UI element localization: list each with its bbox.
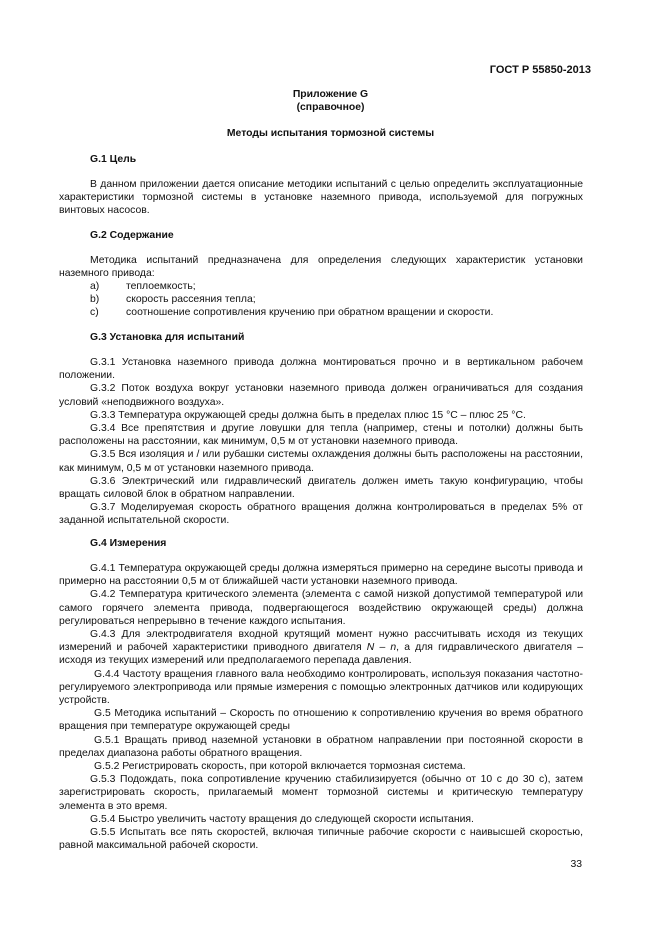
list-item [90,306,493,319]
text-run: G.4.3 Для электродвигателя входной крутящий момент нужно рассчитывать исходя из текущих измерений и рабочей характеристики приводного двигателя [59,629,583,654]
list-item-text: теплоемкость; [126,281,196,292]
paragraph: G.3.3 Температура окружающей среды должна быть в пределах плюс 15 °С – плюс 25 °С. [90,409,526,421]
paragraph: G.4.2 Температура критического элемента (элемента с самой низкой допустимой температурой или самого горячего элемента привода, подвергающегося воздействию окружающей среды) должна регулироваться непрерывно в течение каждого испытания. [59,589,583,627]
list-item-text: скорость рассеяния тепла; [126,294,256,305]
document-title: Методы испытания тормозной системы [226,128,435,139]
list-item-text: соотношение сопротивления кручению при обратном вращении и скорости. [126,307,494,318]
paragraph: G.3.4 Все препятствия и другие ловушки для тепла (например, стены и потолки) должны быть расположены на расстоянии, как минимум, 0,5 м от установки наземного привода. [59,423,583,448]
list-marker: a) [90,281,100,292]
paragraph: G.4.1 Температура окружающей среды должна измеряться примерно на середине высоты привода и примерно на расстоянии 0,5 м от ближайшей части установки наземного привода. [59,563,583,588]
paragraph: G.4.4 Частоту вращения главного вала необходимо контролировать, используя показания частотно-регулируемого электропривода или прямые измерения с помощью электронных датчиков или кодирующих устройств. [59,668,583,707]
paragraph [59,628,583,668]
paragraph: G.5.4 Быстро увеличить частоту вращения до следующей скорости испытания. [90,813,474,825]
annex-title: Приложение G [292,89,369,100]
section-contents-body [59,254,583,280]
paragraph: G.5.3 Подождать, пока сопротивление кручению стабилизируется (обычно от 10 с до 30 с), затем зарегистрировать скорость, прилагаемый момент тормозной системы и критическую температуру элемента в это время. [59,774,583,812]
list-item [90,293,256,306]
list-item [90,280,196,293]
section-heading-purpose: G.1 Цель [90,154,137,165]
section-heading-test-setup: G.3 Установка для испытаний [90,332,245,343]
section-test-setup-body [59,356,583,528]
paragraph: G.3.2 Поток воздуха вокруг установки наземного привода должен ограничиваться для создания условий «неподвижного воздуха». [59,383,583,408]
symbol-n: n [390,642,397,654]
text-run: – [374,642,391,654]
paragraph: G.3.6 Электрический или гидравлический двигатель должен иметь такую конфигурацию, чтобы вращать силовой блок в обратном направлении. [59,475,583,501]
paragraph: Методика испытаний предназначена для определения следующих характеристик установки наземного привода: [59,255,583,280]
paragraph: G.5.1 Вращать привод наземной установки в обратном направлении при постоянной скорости в пределах диапазона работы обратного вращения. [59,734,583,759]
header-standard-code: ГОСТ Р 55850-2013 [489,64,591,76]
annex-subtitle: (справочное) [296,102,365,113]
list-marker: b) [90,294,100,305]
paragraph: G.5.5 Испытать все пять скоростей, включая типичные рабочие скорости с наивысшей скоростью, равной максимальной рабочей скорости. [59,827,583,852]
section-measurements-body [59,562,583,852]
paragraph: G.5.2 Регистрировать скорость, при которой включается тормозная система. [94,761,466,773]
section-purpose-body [59,178,583,218]
paragraph: G.3.7 Моделируемая скорость обратного вращения должна контролироваться в пределах 5% от заданной испытательной скорости. [59,502,583,527]
text-run: , а для гидравлического двигателя – исходя из текущих измерений или предполагаемого перепада давления. [59,642,583,667]
list-marker: c) [90,307,99,318]
page-number: 33 [570,859,582,870]
paragraph: G.3.1 Установка наземного привода должна монтироваться прочно и в вертикальном рабочем положении. [59,357,583,382]
paragraph: G.3.5 Вся изоляция и / или рубашки системы охлаждения должны быть расположены на расстоянии, как минимум, 0,5 м от установки наземного привода. [59,449,583,474]
symbol-N: N [366,642,375,654]
section-heading-contents: G.2 Содержание [90,230,174,241]
paragraph: В данном приложении дается описание методики испытаний с целью определить эксплуатационные характеристики тормозной системы в установке наземного привода, используемой для погружных винтовых насосов. [59,179,583,217]
section-heading-measurements: G.4 Измерения [90,538,167,549]
paragraph: G.5 Методика испытаний – Скорость по отношению к сопротивлению кручения во время обратного вращения при температуре окружающей среды [59,708,583,733]
